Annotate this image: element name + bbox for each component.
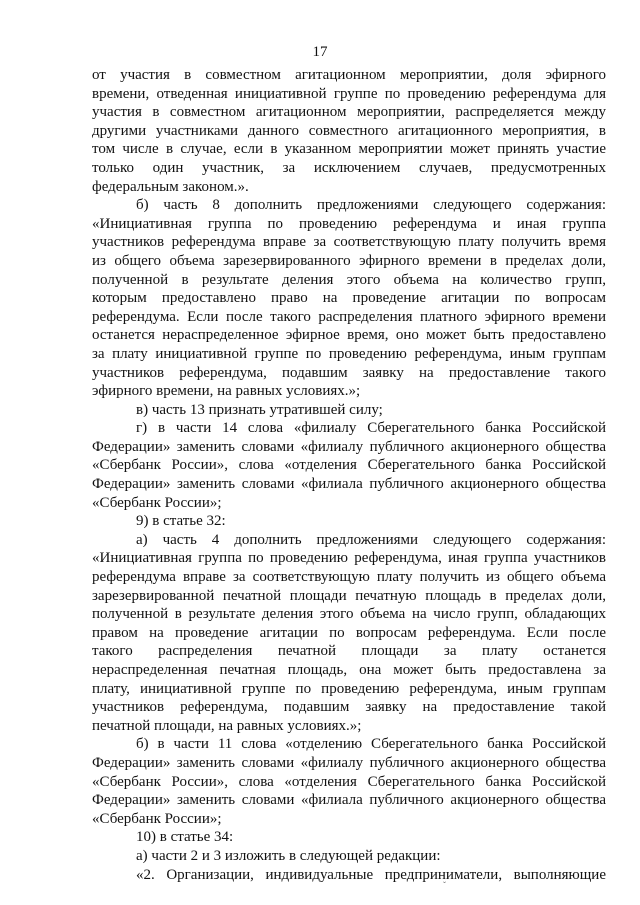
text-line: «Сбербанк России»; xyxy=(92,810,222,827)
text-line: участников референдума, подавшим заявку на предоставление такой xyxy=(92,699,606,716)
text-line: участников референдума, подавшим заявку на предоставление такого xyxy=(92,364,606,381)
text-line: в) часть 13 признать утратившей силу; xyxy=(136,401,383,418)
text-line: правом на проведение агитации по вопросам референдума. Если после xyxy=(92,624,606,641)
text-line: референдума. Если после такого распределения платного эфирного времени xyxy=(92,308,606,325)
text-line: а) часть 4 дополнить предложениями следующего содержания: xyxy=(136,531,606,548)
text-line: федеральным законом.». xyxy=(92,178,249,195)
text-line: зарезервированной печатной площади печатную площадь в пределах доли, xyxy=(92,587,606,604)
text-line: б) в части 11 слова «отделению Сберегательного банка Российской xyxy=(136,736,606,753)
document-body xyxy=(92,66,606,884)
text-line: которым предоставлено право на проведение агитации по вопросам xyxy=(92,290,606,307)
text-line: б) часть 8 дополнить предложениями следующего содержания: xyxy=(136,197,606,214)
text-line: Федерации» заменить словами «филиалу публичного акционерного общества xyxy=(92,754,606,771)
text-line: плату, инициативной группе по проведению референдума, иным группам xyxy=(92,680,606,697)
text-line: референдума вправе за соответствующую плату получить из общего объема xyxy=(92,569,606,586)
text-line: времени, отведенная инициативной группе по проведению референдума для xyxy=(92,85,606,102)
text-line: Федерации» заменить словами «филиала публичного акционерного общества xyxy=(92,476,606,493)
text-line: Федерации» заменить словами «филиала публичного акционерного общества xyxy=(92,792,606,809)
page-number: 17 xyxy=(312,44,328,60)
text-line: полученной в результате деления этого объема на число групп, обладающих xyxy=(92,606,606,623)
text-line: «Сбербанк России», слова «отделения Сберегательного банка Российской xyxy=(92,457,606,474)
text-line: участия в совместном агитационном мероприятии, распределяется между xyxy=(92,104,606,121)
text-line: от участия в совместном агитационном мероприятии, доля эфирного xyxy=(92,67,606,83)
text-line: г) в части 14 слова «филиалу Сберегательного банка Российской xyxy=(136,420,606,437)
text-line: «Инициативная группа по проведению референдума и иная группа xyxy=(92,215,606,232)
text-line: участников референдума вправе за соответствующую плату получить время xyxy=(92,234,606,251)
text-line: Федерации» заменить словами «филиалу публичного акционерного общества xyxy=(92,438,606,455)
text-line: печатной площади, на равных условиях.»; xyxy=(92,717,362,734)
text-line: «2. Организации, индивидуальные предприниматели, выполняющие xyxy=(136,866,606,883)
text-line: том числе в случае, если в указанном мероприятии может принять участие xyxy=(92,141,606,158)
text-line: такого распределения печатной площади за плату останется xyxy=(92,643,606,660)
text-line: а) части 2 и 3 изложить в следующей редакции: xyxy=(136,847,441,864)
text-line: «Инициативная группа по проведению референдума, иная группа участников xyxy=(92,550,606,567)
text-line: останется нераспределенное эфирное время, оно может быть предоставлено xyxy=(92,327,606,344)
text-line: полученной в результате деления этого объема на количество групп, xyxy=(92,271,606,288)
text-line: 10) в статье 34: xyxy=(136,829,234,846)
text-line: другими участниками данного совместного агитационного мероприятия, в xyxy=(92,122,606,139)
text-line: 9) в статье 32: xyxy=(136,513,226,530)
text-line: из общего объема зарезервированного эфирного времени в пределах доли, xyxy=(92,252,606,269)
text-line: эфирного времени, на равных условиях.»; xyxy=(92,383,361,400)
text-line: за плату инициативной группе по проведению референдума, иным группам xyxy=(92,345,606,362)
scan-mark: ˇ xyxy=(443,880,446,890)
text-line: «Сбербанк России», слова «отделения Сберегательного банка Российской xyxy=(92,773,606,790)
text-line: «Сбербанк России»; xyxy=(92,494,222,511)
text-line: нераспределенная печатная площадь, она может быть предоставлена за xyxy=(92,662,606,678)
text-line: только один участник, за исключением случаев, предусмотренных xyxy=(92,159,606,176)
